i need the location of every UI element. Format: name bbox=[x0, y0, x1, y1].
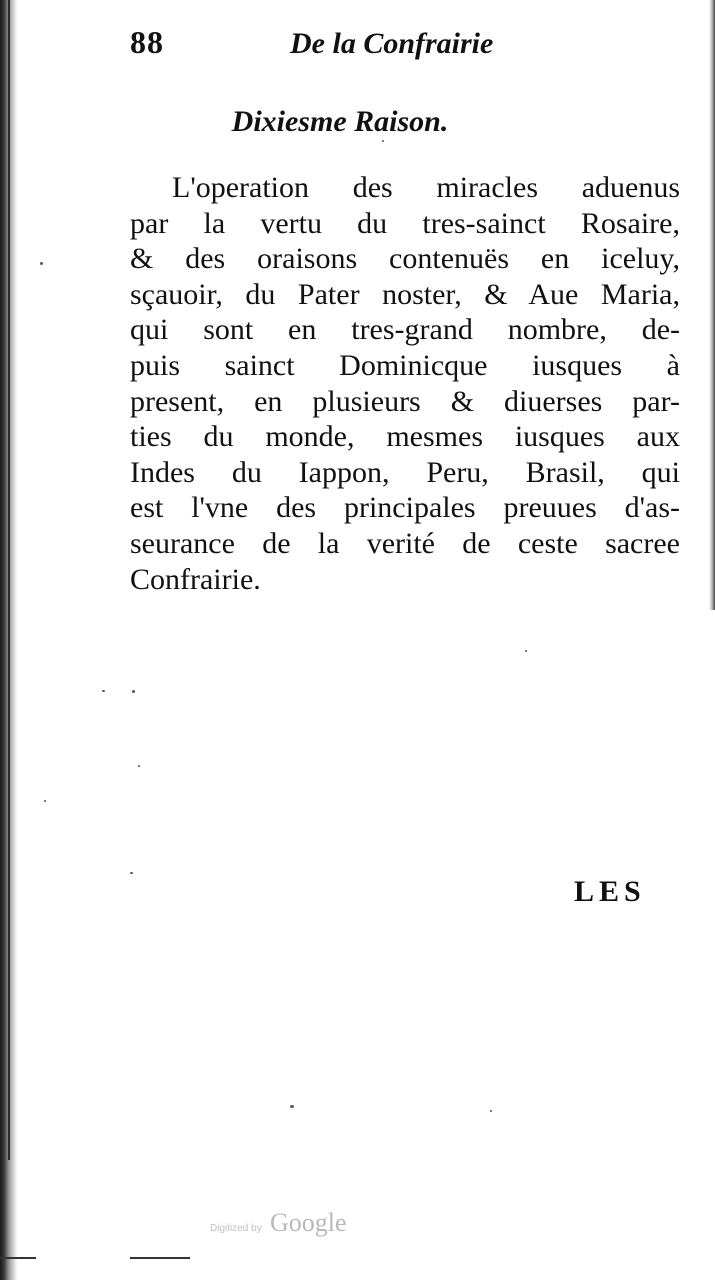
page-edge-shadow bbox=[709, 0, 715, 610]
text-line: puis sainct Dominicque iusques à bbox=[130, 348, 680, 382]
watermark-prefix: Digitized by bbox=[210, 1223, 262, 1234]
page-number: 88 bbox=[130, 24, 164, 60]
text-line: L'operation des miracles aduenus bbox=[172, 171, 680, 204]
scan-speck bbox=[40, 262, 43, 265]
scan-speck bbox=[132, 690, 135, 693]
running-title: De la Confrairie bbox=[290, 27, 494, 60]
text-line: Indes du Iappon, Peru, Brasil, qui bbox=[130, 455, 680, 489]
scan-speck bbox=[138, 765, 140, 767]
catchword: LES bbox=[574, 875, 646, 908]
text-line: present, en plusieurs & diuerses par- bbox=[130, 384, 680, 418]
text-line: sçauoir, du Pater noster, & Aue Maria, bbox=[130, 277, 680, 311]
text-line: qui sont en tres-grand nombre, de- bbox=[130, 313, 680, 347]
text-line: & des oraisons contenuës en iceluy, bbox=[130, 242, 680, 276]
section-heading: Dixiesme Raison. bbox=[231, 105, 449, 138]
bottom-rule bbox=[130, 1257, 190, 1259]
scan-speck bbox=[490, 1110, 492, 1112]
binding-shadow-line bbox=[8, 0, 10, 1160]
body-paragraph bbox=[130, 170, 680, 597]
bottom-rule bbox=[0, 1257, 36, 1259]
text-line: est l'vne des principales preuues d'as- bbox=[130, 491, 680, 525]
text-line: ties du monde, mesmes iusques aux bbox=[130, 420, 680, 454]
watermark-brand: Google bbox=[270, 1208, 347, 1237]
text-line: seurance de la verité de ceste sacree bbox=[130, 526, 680, 560]
scan-speck bbox=[290, 1105, 294, 1108]
scan-speck bbox=[44, 800, 46, 802]
digitization-watermark bbox=[210, 1208, 360, 1244]
scan-speck bbox=[130, 872, 133, 874]
text-line: Confrairie. bbox=[130, 562, 261, 596]
running-head bbox=[130, 22, 520, 62]
text-line: par la vertu du tres-sainct Rosaire, bbox=[130, 206, 680, 240]
scan-speck bbox=[382, 140, 384, 142]
scan-speck bbox=[102, 690, 105, 692]
scan-speck bbox=[525, 650, 527, 652]
